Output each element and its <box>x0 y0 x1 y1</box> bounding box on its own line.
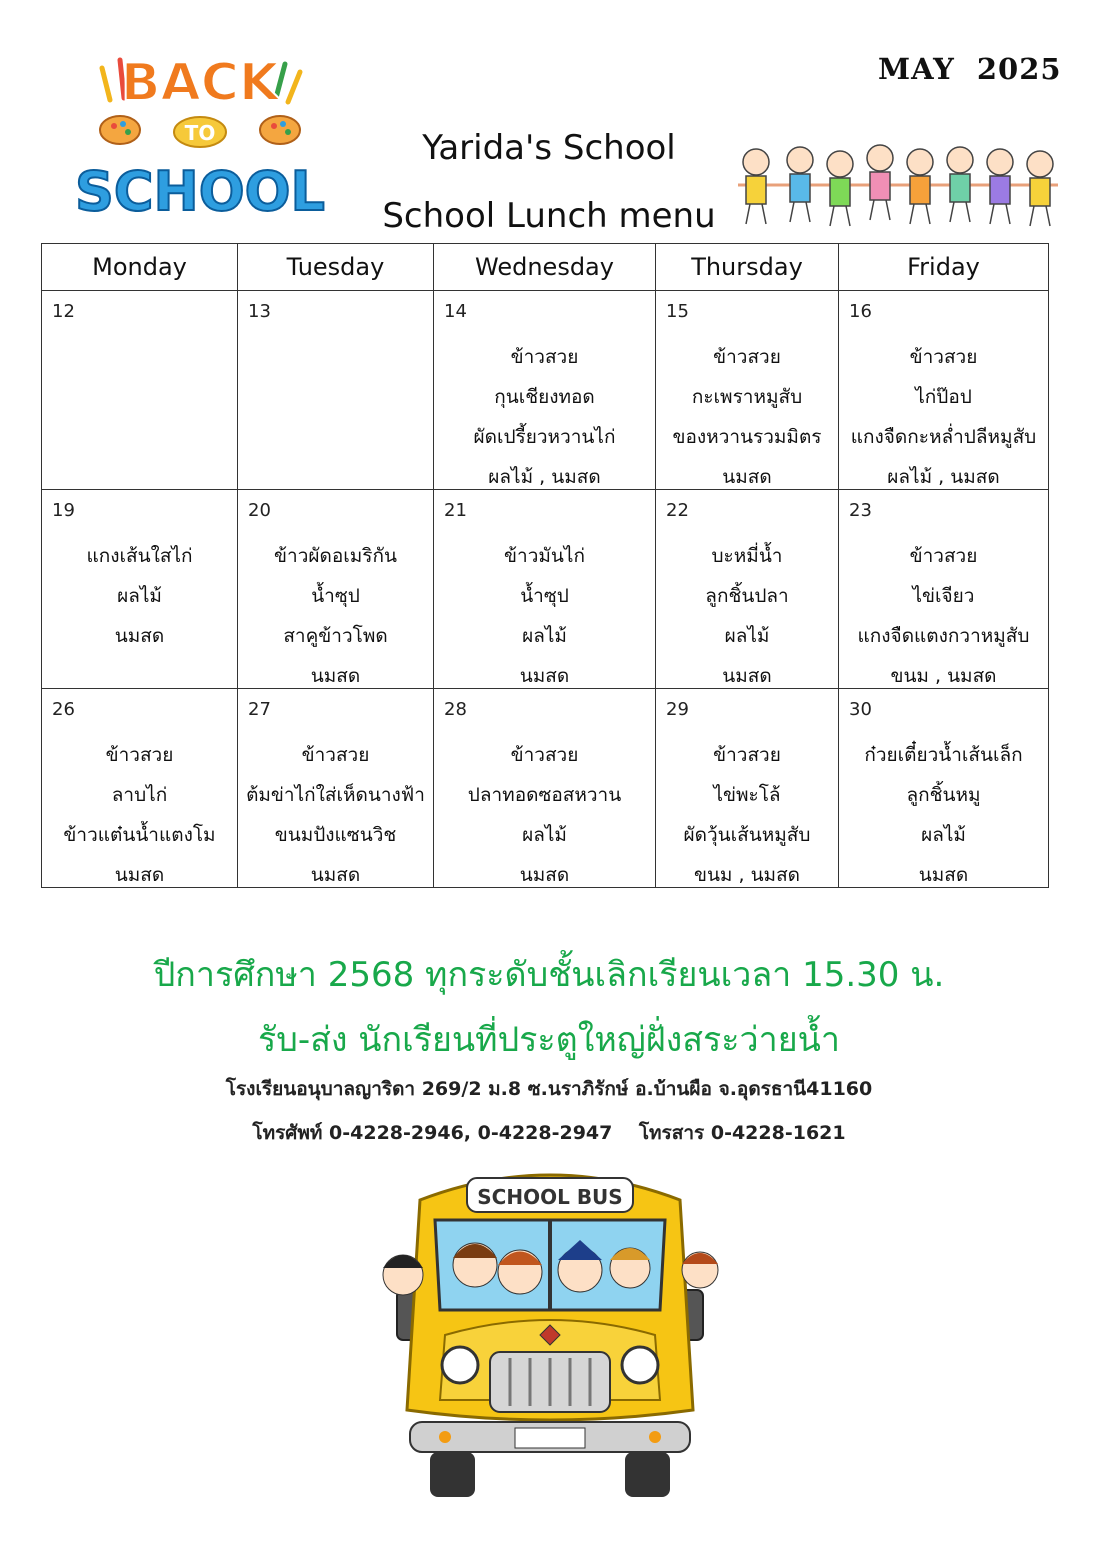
menu-item: นมสด <box>519 665 570 687</box>
menu-item: ข้าวสวย <box>105 744 174 766</box>
menu-item: ขนมปังแซนวิช <box>274 824 397 846</box>
menu-item: ข้าวสวย <box>713 744 781 766</box>
day-cell <box>839 689 1049 888</box>
menu-item: ข้าวสวย <box>510 346 579 368</box>
menu-item: ผลไม้ <box>724 625 770 647</box>
menu-item: ลูกชิ้นปลา <box>705 585 789 607</box>
month-label: MAY <box>878 52 955 86</box>
table-row <box>42 490 1049 689</box>
menu-item: นมสด <box>310 864 361 886</box>
day-number: 12 <box>52 301 75 322</box>
menu-items <box>42 735 237 895</box>
menu-item: ไข่พะโล้ <box>713 784 781 806</box>
menu-items <box>656 536 838 696</box>
menu-item: ข้าวสวย <box>909 346 978 368</box>
menu-item: นมสด <box>722 665 772 687</box>
menu-item: ไก่ป๊อป <box>915 386 972 408</box>
logo-to-text: TO <box>184 121 216 145</box>
menu-item: นมสด <box>722 466 772 488</box>
menu-item: นมสด <box>519 864 570 886</box>
school-address: โรงเรียนอนุบาลญาริดา 269/2 ม.8 ซ.นราภิรักษ์ อ.บ้านผือ จ.อุดรธานี41160 <box>225 1078 873 1100</box>
menu-item: ผลไม้ , นมสด <box>488 466 601 488</box>
header-tuesday: Tuesday <box>238 244 434 291</box>
day-number: 14 <box>444 301 467 322</box>
menu-item: แกงจืดแตงกวาหมูสับ <box>857 625 1030 647</box>
phone-fax: โทรศัพท์ 0-4228-2946, 0-4228-2947 โทรสาร 0-4228-1621 <box>252 1122 846 1144</box>
day-cell <box>434 490 656 689</box>
day-cell <box>839 291 1049 490</box>
pickup-notice: รับ-ส่ง นักเรียนที่ประตูใหญ่ฝั่งสระว่ายน้ำ <box>258 1020 840 1060</box>
day-cell <box>238 291 434 490</box>
children-holding-hands-icon <box>728 140 1068 230</box>
logo-school-text: SCHOOL <box>75 160 325 223</box>
menu-item: ข้าวสวย <box>510 744 579 766</box>
day-number: 29 <box>666 699 689 720</box>
menu-item: ก๋วยเตี๋ยวน้ำเส้นเล็ก <box>864 744 1023 766</box>
day-cell <box>656 490 839 689</box>
menu-items <box>434 735 655 895</box>
day-cell <box>656 291 839 490</box>
menu-item: ข้าวสวย <box>301 744 370 766</box>
menu-item: ข้าวสวย <box>713 346 781 368</box>
menu-items <box>238 536 433 696</box>
header-thursday: Thursday <box>656 244 839 291</box>
year-label: 2025 <box>976 52 1062 86</box>
day-number: 20 <box>248 500 271 521</box>
menu-item: นมสด <box>114 625 165 647</box>
day-cell <box>238 490 434 689</box>
day-cell <box>656 689 839 888</box>
menu-item: ลูกชิ้นหมู <box>906 784 981 806</box>
menu-item: กุนเชียงทอด <box>494 386 595 408</box>
menu-item: น้ำซุป <box>311 585 360 607</box>
menu-item: ปลาทอดซอสหวาน <box>467 784 622 806</box>
day-cell <box>42 291 238 490</box>
day-number: 21 <box>444 500 467 521</box>
menu-item: ของหวานรวมมิตร <box>672 426 822 448</box>
header-monday: Monday <box>42 244 238 291</box>
day-number: 19 <box>52 500 75 521</box>
menu-item: นมสด <box>918 864 969 886</box>
menu-item: ผัดเปรี้ยวหวานไก่ <box>473 426 616 448</box>
menu-item: กะเพราหมูสับ <box>691 386 803 408</box>
dismissal-notice: ปีการศึกษา 2568 ทุกระดับชั้นเลิกเรียนเวลา 15.30 น. <box>153 955 945 995</box>
table-row <box>42 689 1049 888</box>
day-number: 26 <box>52 699 75 720</box>
menu-item: ผลไม้ <box>117 585 162 607</box>
day-cell <box>42 490 238 689</box>
menu-items <box>434 337 655 497</box>
day-cell <box>42 689 238 888</box>
school-name: Yarida's School <box>422 128 676 168</box>
menu-item: ผัดวุ้นเส้นหมูสับ <box>683 824 811 846</box>
menu-item: ผลไม้ <box>921 824 966 846</box>
day-number: 22 <box>666 500 689 521</box>
menu-item: บะหมี่น้ำ <box>711 545 783 567</box>
menu-item: ต้มข่าไก่ใส่เห็ดนางฟ้า <box>246 784 425 806</box>
menu-item: สาคูข้าวโพด <box>283 625 388 647</box>
menu-item: ขนม , นมสด <box>693 864 801 886</box>
day-number: 15 <box>666 301 689 322</box>
menu-item: ข้าวมันไก่ <box>504 545 585 567</box>
day-number: 16 <box>849 301 872 322</box>
menu-item: แกงเส้นใสไก่ <box>86 545 193 567</box>
menu-item: น้ำซุป <box>520 585 569 607</box>
day-cell <box>434 689 656 888</box>
menu-item: ผลไม้ <box>522 625 567 647</box>
table-row <box>42 291 1049 490</box>
day-number: 27 <box>248 699 271 720</box>
bus-sign-text: SCHOOL BUS <box>477 1185 623 1209</box>
menu-items <box>42 536 237 656</box>
menu-title: School Lunch menu <box>382 196 716 236</box>
lunch-menu-table <box>41 243 1049 888</box>
month-year-label <box>878 52 1062 86</box>
menu-item: แกงจืดกะหล่ำปลีหมูสับ <box>850 426 1037 448</box>
header-friday: Friday <box>839 244 1049 291</box>
menu-item: ข้าวแต๋นน้ำแตงโม <box>63 824 216 846</box>
menu-item: ขนม , นมสด <box>890 665 997 687</box>
menu-item: ลาบไก่ <box>111 784 168 806</box>
menu-item: ผลไม้ <box>522 824 567 846</box>
table-header-row <box>42 244 1049 291</box>
menu-item: ข้าวสวย <box>909 545 978 567</box>
menu-items <box>238 735 433 895</box>
menu-items <box>434 536 655 696</box>
menu-item: นมสด <box>310 665 361 687</box>
day-number: 23 <box>849 500 872 521</box>
day-cell <box>434 291 656 490</box>
school-bus-icon <box>375 1160 725 1505</box>
header-wednesday: Wednesday <box>434 244 656 291</box>
day-cell <box>839 490 1049 689</box>
menu-item: ผลไม้ , นมสด <box>887 466 1000 488</box>
menu-item: ไข่เจียว <box>912 585 975 607</box>
menu-items <box>839 536 1048 696</box>
logo-back-text: BACK <box>120 53 280 113</box>
day-number: 28 <box>444 699 467 720</box>
day-cell <box>238 689 434 888</box>
menu-items <box>839 337 1048 497</box>
day-number: 13 <box>248 301 271 322</box>
menu-items <box>656 735 838 895</box>
menu-item: ข้าวผัดอเมริกัน <box>274 545 397 567</box>
menu-items <box>839 735 1048 895</box>
menu-items <box>656 337 838 497</box>
day-number: 30 <box>849 699 872 720</box>
menu-item: นมสด <box>114 864 165 886</box>
